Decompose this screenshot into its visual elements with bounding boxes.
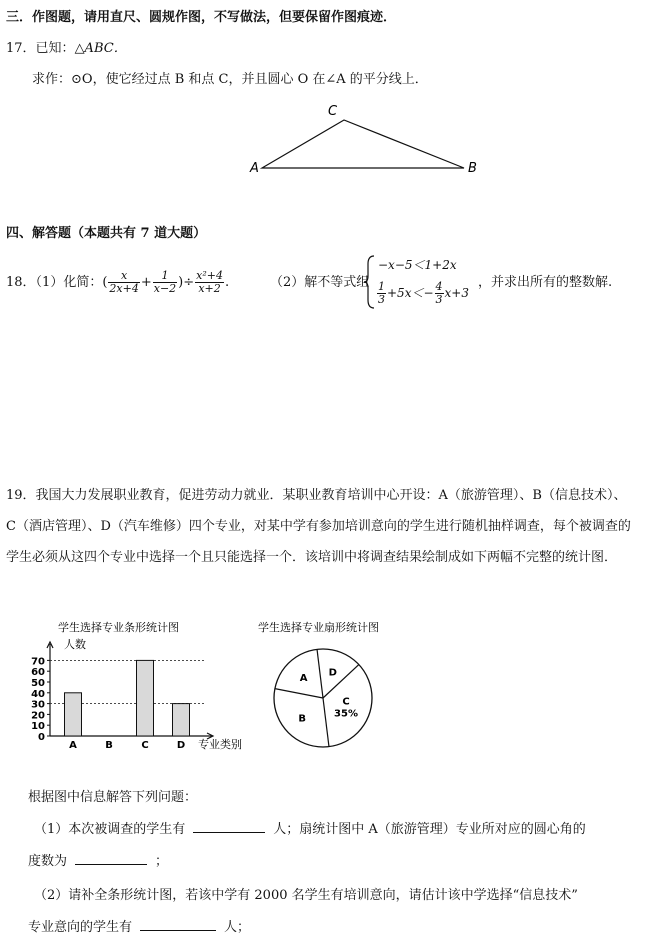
answer-blank-angle[interactable]: [75, 864, 147, 865]
y-tick-label: 0: [38, 732, 45, 743]
answer-blank-estimate[interactable]: [140, 930, 216, 931]
system-brace-icon: [364, 254, 376, 310]
fraction-1-over-3: $\frac{1}{3}$: [378, 280, 385, 306]
q19-sub1-text-d: ；: [155, 854, 169, 869]
x-tick-label: A: [69, 740, 77, 751]
bar-chart: [22, 618, 257, 758]
vertex-a-label: A: [250, 161, 259, 176]
fraction-x-over-2x4: $\frac{x}{2x+4}$: [109, 269, 139, 295]
fraction-4-over-3: $\frac{4}{3}$: [435, 280, 443, 306]
q17-given: [6, 37, 127, 56]
pie-chart: [252, 618, 402, 753]
bar-a: [65, 693, 82, 736]
q19-number: 19．: [6, 488, 36, 503]
pie-chart-title: 学生选择专业扇形统计图: [258, 621, 379, 634]
q19-sub1-text-b: 人；扇统计图中 A（旅游管理）专业所对应的圆心角的: [273, 822, 586, 837]
triangle-abc: [262, 120, 464, 168]
q19-sub2-line1: （2）请补全条形统计图，若该中学有 2000 名学生有培训意向，请估计该中学选择“信息技术”: [34, 888, 578, 903]
bar-d: [173, 704, 190, 736]
q19-sub1-text-c: 度数为: [28, 854, 68, 869]
bar-c: [137, 660, 154, 736]
pie-slice-label-c: C: [342, 696, 350, 708]
q18-part2-label: （2）解不等式组: [270, 275, 370, 290]
answer-blank-count[interactable]: [193, 832, 265, 833]
q19-instructions: 根据图中信息解答下列问题：: [28, 790, 198, 805]
y-tick-label: 40: [31, 688, 45, 700]
q17-task-text: ⊙O，使它经过点 B 和点 C，并且圆心 O 在∠A 的平分线上．: [71, 72, 428, 87]
section3-heading: 三．作图题，请用直尺、圆规作图，不写做法，但要保留作图痕迹．: [6, 10, 397, 25]
inequality-1: −x−5＜1+2x: [378, 258, 457, 272]
section4-heading: 四、解答题（本题共有 7 道大题）: [6, 226, 207, 241]
y-tick-label: 50: [31, 678, 45, 689]
triangle-abc-figure: [246, 98, 486, 178]
q17-task: [32, 68, 428, 87]
q19-sub1-text-a: （1）本次被调查的学生有: [34, 822, 186, 837]
y-tick-label: 30: [31, 699, 45, 711]
paren-close-div: )÷: [178, 275, 195, 290]
vertex-c-label: C: [328, 104, 338, 119]
q19-sub1-line1: [34, 818, 586, 837]
paren-open: (: [102, 275, 108, 290]
bar-chart-title: 学生选择专业条形统计图: [58, 621, 179, 634]
q18-number: 18．: [6, 275, 36, 290]
period: .: [224, 275, 230, 290]
y-tick-label: 70: [31, 656, 45, 668]
q17-given-label: 已知：: [35, 41, 75, 56]
fraction-1-over-x2: $\frac{1}{x-2}$: [153, 269, 177, 295]
vertex-b-label: B: [468, 161, 477, 176]
q19-paragraph: [6, 480, 636, 573]
x-tick-label: B: [105, 740, 113, 751]
inequality-2: $\frac{1}{3}$ +5x＜− $\frac{4}{3}$ x+3: [378, 280, 469, 306]
x-tick-label: C: [141, 740, 149, 751]
q17-task-label: 求作：: [32, 72, 72, 87]
pie-slice-label-b: B: [298, 713, 307, 725]
q19-sub2-text-b: 专业意向的学生有: [28, 920, 133, 935]
bar-chart-xlabel: 专业类别: [198, 738, 242, 751]
q19-sub2-line2: [28, 916, 250, 935]
fraction-x2-4-over-x2: $\frac{\text{x²+4}}{x+2}$: [196, 269, 223, 295]
q19-sub1-line2: [28, 850, 168, 869]
pie-slice-label-a: A: [299, 673, 308, 685]
q17-given-symbol: △ABC．: [74, 41, 127, 56]
y-tick-label: 20: [31, 710, 45, 722]
y-tick-label: 10: [31, 721, 45, 733]
bar-chart-ylabel: 人数: [64, 638, 86, 651]
q19-sub2-text-c: 人；: [224, 920, 251, 935]
pie-slice-percent-c: 35%: [334, 708, 358, 720]
q18-part1-label: （1）化简：: [35, 275, 103, 290]
q17-number: 17．: [6, 41, 36, 56]
q18-part2-tail: ，并求出所有的整数解.: [478, 275, 613, 290]
q19-text: 我国大力发展职业教育，促进劳动力就业．某职业教育培训中心开设：A（旅游管理）、B（信息技术）、C（酒店管理）、D（汽车维修）四个专业，对某中学有参加培训意向的学生进行随机抽样调查，每个被调查的学生必须从这四个专业中选择一个且只能选择一个．该培训中将调查结果绘制成如下两幅不完整的统计图．: [6, 488, 631, 565]
x-tick-label: D: [176, 740, 186, 751]
y-tick-label: 60: [31, 667, 45, 679]
pie-slice-label-d: D: [328, 667, 337, 679]
plus-sign: +: [140, 275, 152, 290]
q18-part1: [6, 268, 229, 298]
